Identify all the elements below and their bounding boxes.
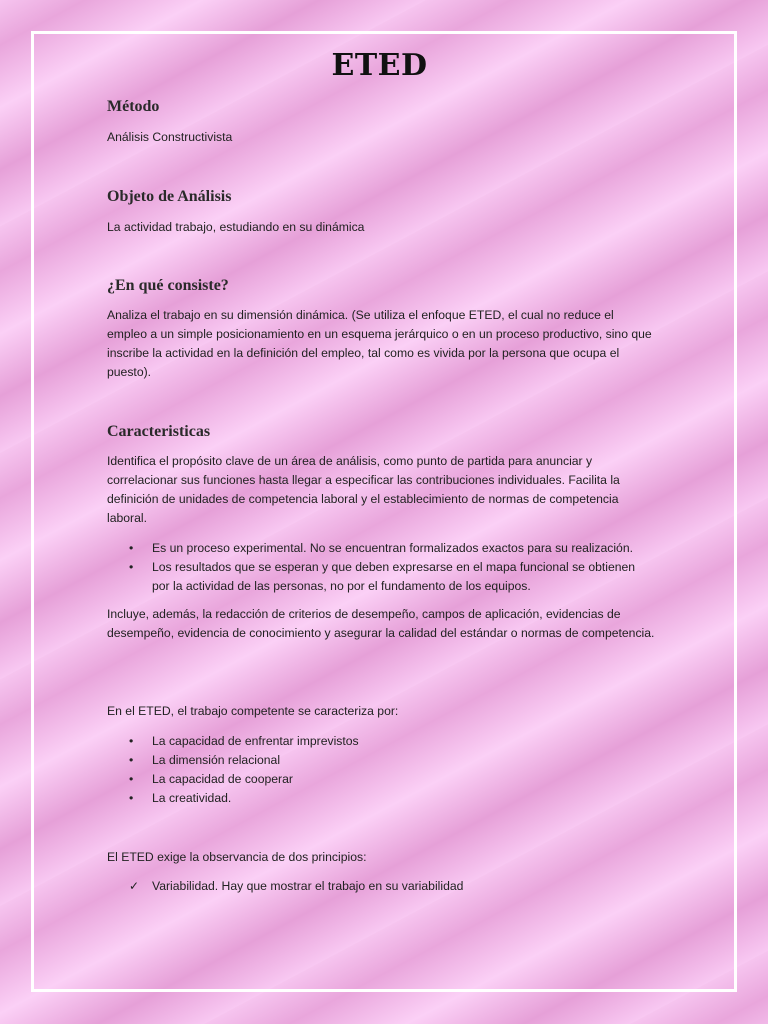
heading-metodo: Método [107, 98, 160, 115]
text-trabajo-intro: En el ETED, el trabajo competente se caracteriza por: [107, 704, 399, 718]
list-item: • La capacidad de cooperar [107, 770, 655, 789]
text-principios-intro: El ETED exige la observancia de dos principios: [107, 850, 367, 864]
heading-consiste: ¿En qué consiste? [107, 277, 229, 294]
bullet-icon: • [129, 734, 134, 748]
bullet-icon: • [129, 541, 134, 555]
bullet-icon: • [129, 791, 134, 805]
text-consiste: Analiza el trabajo en su dimensión dinámica. (Se utiliza el enfoque ETED, el cual no reduce el empleo a un simple posicionamiento en un esquema jerárquico o en un proceso productivo, sino que inscribe la actividad en la definición del empleo, tal como es vivida por la persona que ocupa el puesto). [107, 308, 652, 379]
bullet-icon: • [129, 772, 134, 786]
principios-list [107, 877, 655, 896]
list-item: • La creatividad. [107, 789, 655, 808]
list-item: ✓ Variabilidad. Hay que mostrar el trabajo en su variabilidad [107, 877, 655, 896]
list-item: • Los resultados que se esperan y que deben expresarse en el mapa funcional se obtienen por la actividad de las personas, no por el fundamento de los equipos. [129, 560, 636, 593]
list-item: • La capacidad de enfrentar imprevistos [107, 732, 655, 751]
text-metodo: Análisis Constructivista [107, 130, 233, 144]
list-item: • La dimensión relacional [107, 751, 655, 770]
caracteristicas-list [107, 539, 655, 596]
list-item: • Es un proceso experimental. No se encuentran formalizados exactos para su realización. [107, 539, 655, 558]
heading-caracteristicas: Caracteristicas [107, 423, 211, 440]
text-caracteristicas: Identifica el propósito clave de un área de análisis, como punto de partida para anunciar y correlacionar sus funciones hasta llegar a especificar las contribuciones individuales. Facilita la definición de unidades de competencia laboral y el establecimiento de normas de competencia laboral. [107, 454, 620, 525]
heading-objeto: Objeto de Análisis [107, 188, 232, 205]
document-title: ETED [331, 48, 428, 83]
check-icon: ✓ [129, 879, 140, 893]
trabajo-list [107, 732, 655, 808]
text-objeto: La actividad trabajo, estudiando en su dinámica [107, 220, 365, 234]
bullet-icon: • [129, 560, 134, 574]
bullet-icon: • [129, 753, 134, 767]
text-incluye: Incluye, además, la redacción de criterios de desempeño, campos de aplicación, evidencias de desempeño, evidencia de conocimiento y asegurar la calidad del estándar o normas de competencia. [107, 607, 655, 640]
